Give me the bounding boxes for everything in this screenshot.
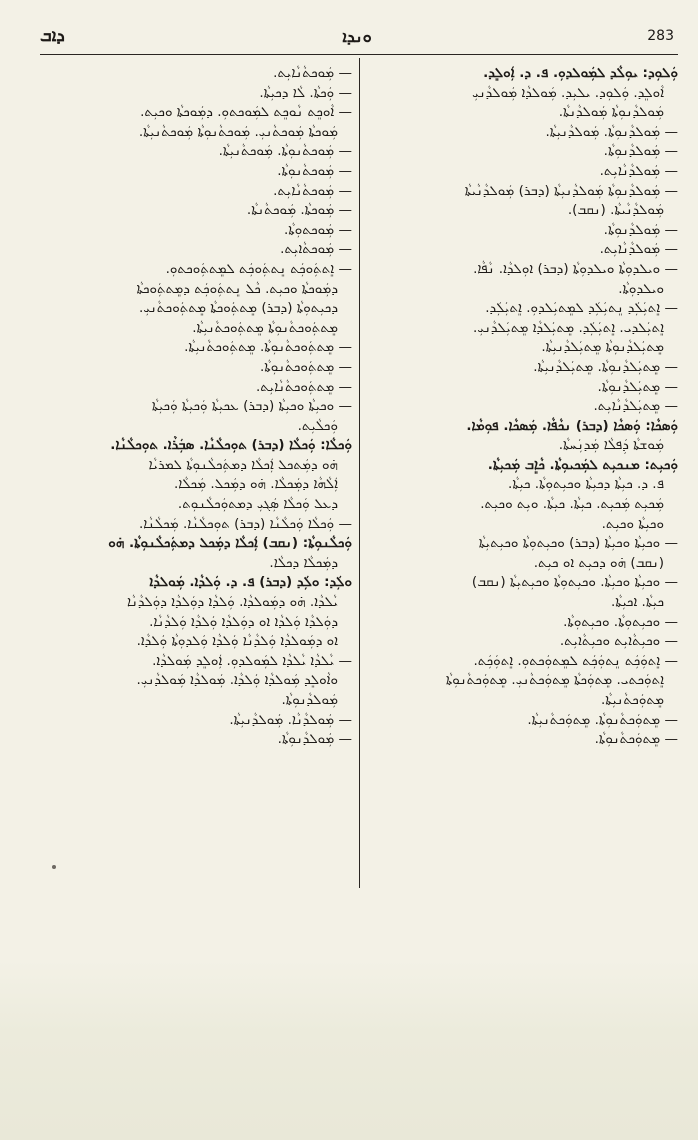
continuation-line: ܡܲܘܠܕܵܢܵܝܬܵܐ. (ܢܩܒ).	[567, 202, 664, 219]
continuation-line: ܕܟܝܼܬܘܼܬܵܐ (ܕܒܪ) ܡܸܬܬܲܘܟܬܵܐ ܡܸܬܬܲܘܟܬܵܢܝܼ.	[139, 300, 338, 317]
subentry-line: — ܐܸܬܝܲܠܲܕ ܢܸܬܝܲܠܲܕ ܠܡܸܬܝܲܠܕܘܼ. ܐܸܬܝܲܠܲܕ.	[485, 300, 678, 317]
continuation-line: ܡܸܬܬܲܘܟܬܵܢܘܼܬܵܐ ܡܸܬܬܲܘܟܬܵܢܝܼܬܵܐ.	[192, 319, 338, 336]
subentry-line: — ܘܟܝܼܬܵܐܝܼܬ ܘܟܝܼܬܵܐܝܼܬ.	[559, 633, 678, 650]
headword-line: ܘܲܟܠܵܐ: ܘܲܟܠܵܐ (ܕܒܪ) ܬܘܼܟܠܵܢܵܐ. ܣܒܲܪܵܐ. ܬܘܼܟܠܵܢܵܐ.	[110, 437, 352, 454]
subentry-line: — ܘܟܝܼܬܵܐ ܘܟܝܼܬܵܐ. ܘܟܝܼܬܘܼܬܵܐ ܘܟܝܼܬܝܼܬܵܐ (ܢܩܒ)	[471, 574, 678, 591]
left-text-column	[46, 64, 352, 750]
continuation-line: ܐܘ ܕܡܲܘܠܕܵܐ ܘܲܠܕܵܢܵܐ ܘܲܠܕܵܐ ܘܲܠܕܘܼܬܵܐ ܘܲܠܕܵܐ.	[136, 633, 338, 650]
column-divider	[359, 58, 360, 888]
subentry-line: — ܡܲܘܠܕܵܢܘܼܬܵܐ.	[603, 143, 678, 160]
continuation-line: ܕܡܲܟܠܵܐ ܕܟܠܵܐ.	[269, 554, 338, 571]
subentry-line: — ܡܸܬܝܲܠܕܵܢܘܼܬܵܐ.	[597, 378, 678, 395]
continuation-line: ܡܲܘܟܬܵܐ ܡܲܘܟܬܵܢܝܼ. ܡܲܘܟܬܵܢܘܼܬܵܐ ܡܲܘܟܬܵܢܝܼܬܵܐ.	[138, 123, 338, 140]
continuation-line: ܘܟܝܼܬܵܐ ܘܟܝܼܬ.	[601, 515, 664, 532]
continuation-line: ܡܸܬܝܲܠܕܵܢܘܼܬܵܐ ܡܸܬܝܲܠܕܵܢܝܼܬܵܐ.	[541, 339, 664, 356]
continuation-line: ܡܲܘܠܕܵܢܘܼܬܵܐ ܡܲܘܠܕܵܢܬܵܐ.	[558, 104, 664, 121]
subentry-line: — ܡܲܘܟܬܵܢܵܐܝܼܬ.	[273, 65, 352, 81]
subentry-line: — ܐܵܘܟܸܬ ܢܵܘܟܸܬ ܠܡܲܘܟܬܘܼ. ܕܡܲܘܟܬܵܐ ܘܟܝܼܬ.	[140, 104, 352, 121]
subentry-line: — ܡܲܘܠܕܵܢܵܐܝܼܬ.	[599, 241, 678, 258]
subentry-line: — ܡܸܬܝܲܠܕܵܢܘܼܬܵܐ. ܡܸܬܝܲܠܕܵܢܝܼܬܵܐ.	[533, 358, 678, 375]
subentry-line: — ܡܲܘܠܕܵܢܘܼܬܵܐ ܡܲܘܠܕܵܢܝܼܬܵܐ (ܕܒܪ) ܡܲܘܠܕܵܢܵܝܬܵܐ	[464, 182, 678, 199]
continuation-line: ܐܲܠܵܗܵܐ ܕܡܲܟܠܵܐ. ܗ̇ܘ ܕܡܲܟܠ. ܡܲܟܠܵܐ.	[173, 476, 338, 493]
subentry-line: — ܡܸܬܘܲܟܬܵܢܘܼܬܵܐ.	[594, 731, 678, 748]
continuation-line: ܐܵܘܠܸܕ. ܘܲܠܘܼܕ. ܝܠܝܼܕ. ܡܲܘܠܕܵܐ ܡܲܘܠܕܵܢܝܼ	[472, 84, 664, 101]
subentry-line: — ܝܵܠܕܵܐ ܝܵܠܕܵܐ ܠܡܲܘܠܕܘܼ. ܐܲܘܠܸܕ ܡܲܘܠܕܵܐ.	[152, 652, 352, 669]
headword-line: ܘܠܲܕ: ܘܠܲܕ (ܕܒܪ) ܦ. ܕ. ܘܲܠܕܵܐ. ܡܲܘܠܕܵܐ	[149, 574, 352, 591]
continuation-line: ܕܥܠ ܘܲܟܠܵܐ ܣܲܓܝܼ ܕܡܬܘܲܟܠܵܢܘܼܬ.	[177, 496, 338, 513]
continuation-line: ܟܝܼܬܵܐ. ܐܟܝܼܬܵܐ.	[611, 594, 664, 611]
subentry-line: — ܡܲܘܠܕܵܢܵܐ. ܡܲܘܠܕܵܢܝܼܬܵܐ.	[229, 711, 352, 728]
headword-line: ܘܲܣܟܵܐ: ܘܲܣܟܵܐ (ܕܒܪ) ܢܟܵܦܵܐ. ܡܲܣܟܵܐ. ܦܘܼܡܵܐ.	[466, 417, 678, 434]
subentry-line: — ܘܝܠܕܘܼܬܵܐ ܘܝܠܕܘܼܬܵܐ (ܕܒܪ) ܐܘܼܠܕܵܐ. ܢܵܦܵܐ.	[473, 260, 678, 277]
subentry-line: — ܡܲܘܟܬܵܢܵܐܝܼܬ.	[273, 182, 352, 199]
subentry-line: — ܡܲܘܠܕܵܢܘܼܬܵܐ. ܡܲܘܠܕܵܢܝܼܬܵܐ.	[545, 123, 678, 140]
subentry-line: — ܡܸܬܬܲܘܟܬܵܢܘܼܬܵܐ. ܡܸܬܬܲܘܟܬܵܢܝܼܬܵܐ.	[184, 339, 352, 356]
subentry-line: — ܡܲܘܠܕܵܢܘܼܬܵܐ.	[277, 731, 352, 748]
continuation-line: ܝܵܠܕܵܐ. ܗ̇ܘ ܕܡܲܘܠܕܵܐ. ܘܲܠܕܵܐ ܕܘܲܠܕܵܐ ܕܘܲܠܕܵܢܵܐ	[127, 594, 338, 611]
continuation-line: ܐܸܬܝܲܠܕܝ. ܐܸܬܝܲܠܲܕ. ܡܸܬܝܲܠܕܵܐ ܡܸܬܝܲܠܕܵܢܝܼ.	[473, 319, 664, 336]
continuation-line: ܦ. ܕ. ܟܝܼܬܵܐ ܕܟܝܼܬܵܐ ܘܟܝܼܬܘܼܬܵܐ. ܟܝܼܬܵܐ.	[508, 476, 664, 493]
continuation-line: ܡܲܟܝܼܬ ܡܲܟܝܼܬ. ܟܝܼܬܵܐ. ܟܝܼܬܵܐ. ܘܝܼܬ ܘܟܝܼܬ.	[480, 496, 664, 513]
subentry-line: — ܡܲܘܟܬܘܼܬܵܐ.	[283, 221, 352, 238]
subentry-line: — ܡܲܘܟܬܵܢܘܼܬܵܐ. ܡܲܘܟܬܵܢܝܼܬܵܐ.	[218, 143, 352, 160]
subentry-line: — ܐܸܬܬܲܘܟܲܬ ܢܸܬܬܲܘܟܲܬ ܠܡܸܬܬܲܘܟܬܘܼ.	[165, 260, 352, 277]
continuation-line: ܕܡܲܘܟܬܵܐ ܘܟܝܼܬ. ܟܵܠ ܢܸܬܬܲܘܟܲܬ ܕܡܸܬܬܲܘܟܬܵܐ	[136, 280, 338, 297]
subentry-line: — ܘܟܝܼܬܵܐ ܘܟܝܼܬܵܐ (ܕܒܪ) ܘܟܝܼܬܘܼܬܵܐ ܘܟܝܼܬܝܼܬܵܐ	[478, 535, 678, 552]
header-left-word: ܕܐܒ	[40, 26, 65, 46]
headword-line: ܘܲܠܘܼܕ: ܝܘܼܠܵܕ ܠܡܲܘܠܕܘܼ. ܦ. ܕ. ܐܲܘܠܸܕ.	[483, 65, 678, 81]
continuation-line: ܘܝܠܕܘܼܬܵܐ.	[618, 280, 664, 297]
subentry-line: — ܡܲܘܠܕܵܢܘܼܬܵܐ.	[603, 221, 678, 238]
subentry-line: — ܡܲܘܟܬܵܐ. ܡܲܘܟܬܵܢܬܵܐ.	[246, 202, 352, 219]
subentry-line: — ܘܟܝܼܬܘܼܬܵܐ. ܘܟܝܼܬܘܼܬܵܐ.	[563, 613, 678, 630]
running-header	[40, 24, 674, 50]
continuation-line: ܕܘܲܠܕܵܐ ܘܲܠܕܵܐ ܐܘ ܕܘܲܠܕܵܐ ܘܲܠܕܵܐ ܘܲܠܕܵܢܵܐ.	[149, 613, 338, 630]
right-text-column	[366, 64, 678, 750]
page-number: 283	[647, 28, 674, 44]
subentry-line: — ܘܟܝܼܬܵܐ ܘܟܝܼܬܵܐ (ܕܒܪ) ܥܟܝܼܬܵܐ ܘܲܟܝܼܬܵܐ ܘܲܟܝܼܬܵܐ	[151, 398, 352, 415]
subentry-line: — ܡܸܬܝܲܠܕܵܢܵܐܝܼܬ.	[593, 398, 678, 415]
continuation-line: ܘܲܟܠܵܝܼܬ.	[297, 417, 338, 434]
subentry-line: — ܡܸܬܘܲܟܬܵܢܘܼܬܵܐ. ܡܸܬܘܲܟܬܵܢܝܼܬܵܐ.	[527, 711, 678, 728]
paper-stain	[0, 960, 698, 1140]
ink-speck	[52, 865, 56, 869]
subentry-line: — ܡܸܬܬܲܘܟܬܵܢܵܐܝܼܬ.	[255, 378, 352, 395]
subentry-line: — ܡܸܬܬܲܘܟܬܵܢܘܼܬܵܐ.	[260, 358, 352, 375]
continuation-line: ܗ̇ܘ ܕܡܲܬܟܠ ܐܲܟܠܵܐ ܕܡܬܲܟܠܵܢܘܼܬܵܐ ܠܡܪܝܵܐ	[148, 456, 338, 473]
subentry-line: — ܘܲܟܠܵܐ ܘܲܟܠܵܢܵܐ (ܕܒܪ) ܬܘܼܟܠܵܢܵܐ. ܡܲܟܠܵܢܵܐ.	[138, 515, 352, 532]
subentry-line: — ܐܸܬܘܲܟܲܬ ܢܸܬܘܲܟܲܬ ܠܡܸܬܘܲܟܬܘܼ. ܐܸܬܘܲܟܲܬ.	[473, 652, 678, 669]
headword-line: ܘܲܟܝܼܬ: ܡܢܟܝܼܬ ܠܡܲܟܝܘܼܬܵܐ. ܟܵܐܸܒ ܡܲܟܝܼܬܵܐ.	[487, 456, 678, 473]
continuation-line: ܐܸܬܘܲܟܬܝ. ܡܸܬܘܲܟܬܵܐ ܡܸܬܘܲܟܬܵܢܝܼ. ܡܸܬܘܲܟܬܵܢܘܼܬܵܐ	[445, 672, 664, 689]
continuation-line: ܡܲܘܫܬܵܐ ܕܲܦܠܵܐ ܡܲܕܢܲܚܬܵܐ.	[558, 437, 664, 454]
subentry-line: — ܡܲܘܠܕܵܢܵܐܝܼܬ.	[599, 162, 678, 179]
continuation-line: ܘܐܵܘܠܸܕ ܡܲܘܠܕܵܐ ܘܲܠܕܵܐ. ܡܲܘܠܕܵܐ ܡܲܘܠܕܵܢܝܼ.	[136, 672, 338, 689]
continuation-line: ܡܲܘܠܕܵܢܘܼܬܵܐ.	[281, 692, 338, 708]
subentry-line: — ܡܲܘܟܬܵܐܝܼܬ.	[280, 241, 352, 258]
subentry-line: — ܘܲܟܬܵܐ. ܠܵܐ ܕܟܝܼܬܵܐ.	[259, 84, 352, 101]
continuation-line: ܡܸܬܘܲܟܬܵܢܝܼܬܵܐ.	[601, 692, 664, 708]
continuation-line: (ܢܩܒ) ܗ̇ܘ ܕܟܝܼܬ ܐܘ ܟܝܼܬ.	[533, 554, 664, 571]
header-rule	[40, 54, 678, 55]
headword-line: ܘܲܟܠܵܢܘܼܬܵܐ: (ܢܩܒ) ܐܲܟܠܵܐ ܕܡܲܟܠ ܕܡܬܲܟܠܵܢܘܼܬܵܐ. ܗ̇ܘ	[108, 535, 352, 552]
subentry-line: — ܡܲܘܟܬܵܢܘܼܬܵܐ.	[277, 162, 352, 179]
header-center-word: ܘܢܕܐ	[342, 27, 372, 46]
